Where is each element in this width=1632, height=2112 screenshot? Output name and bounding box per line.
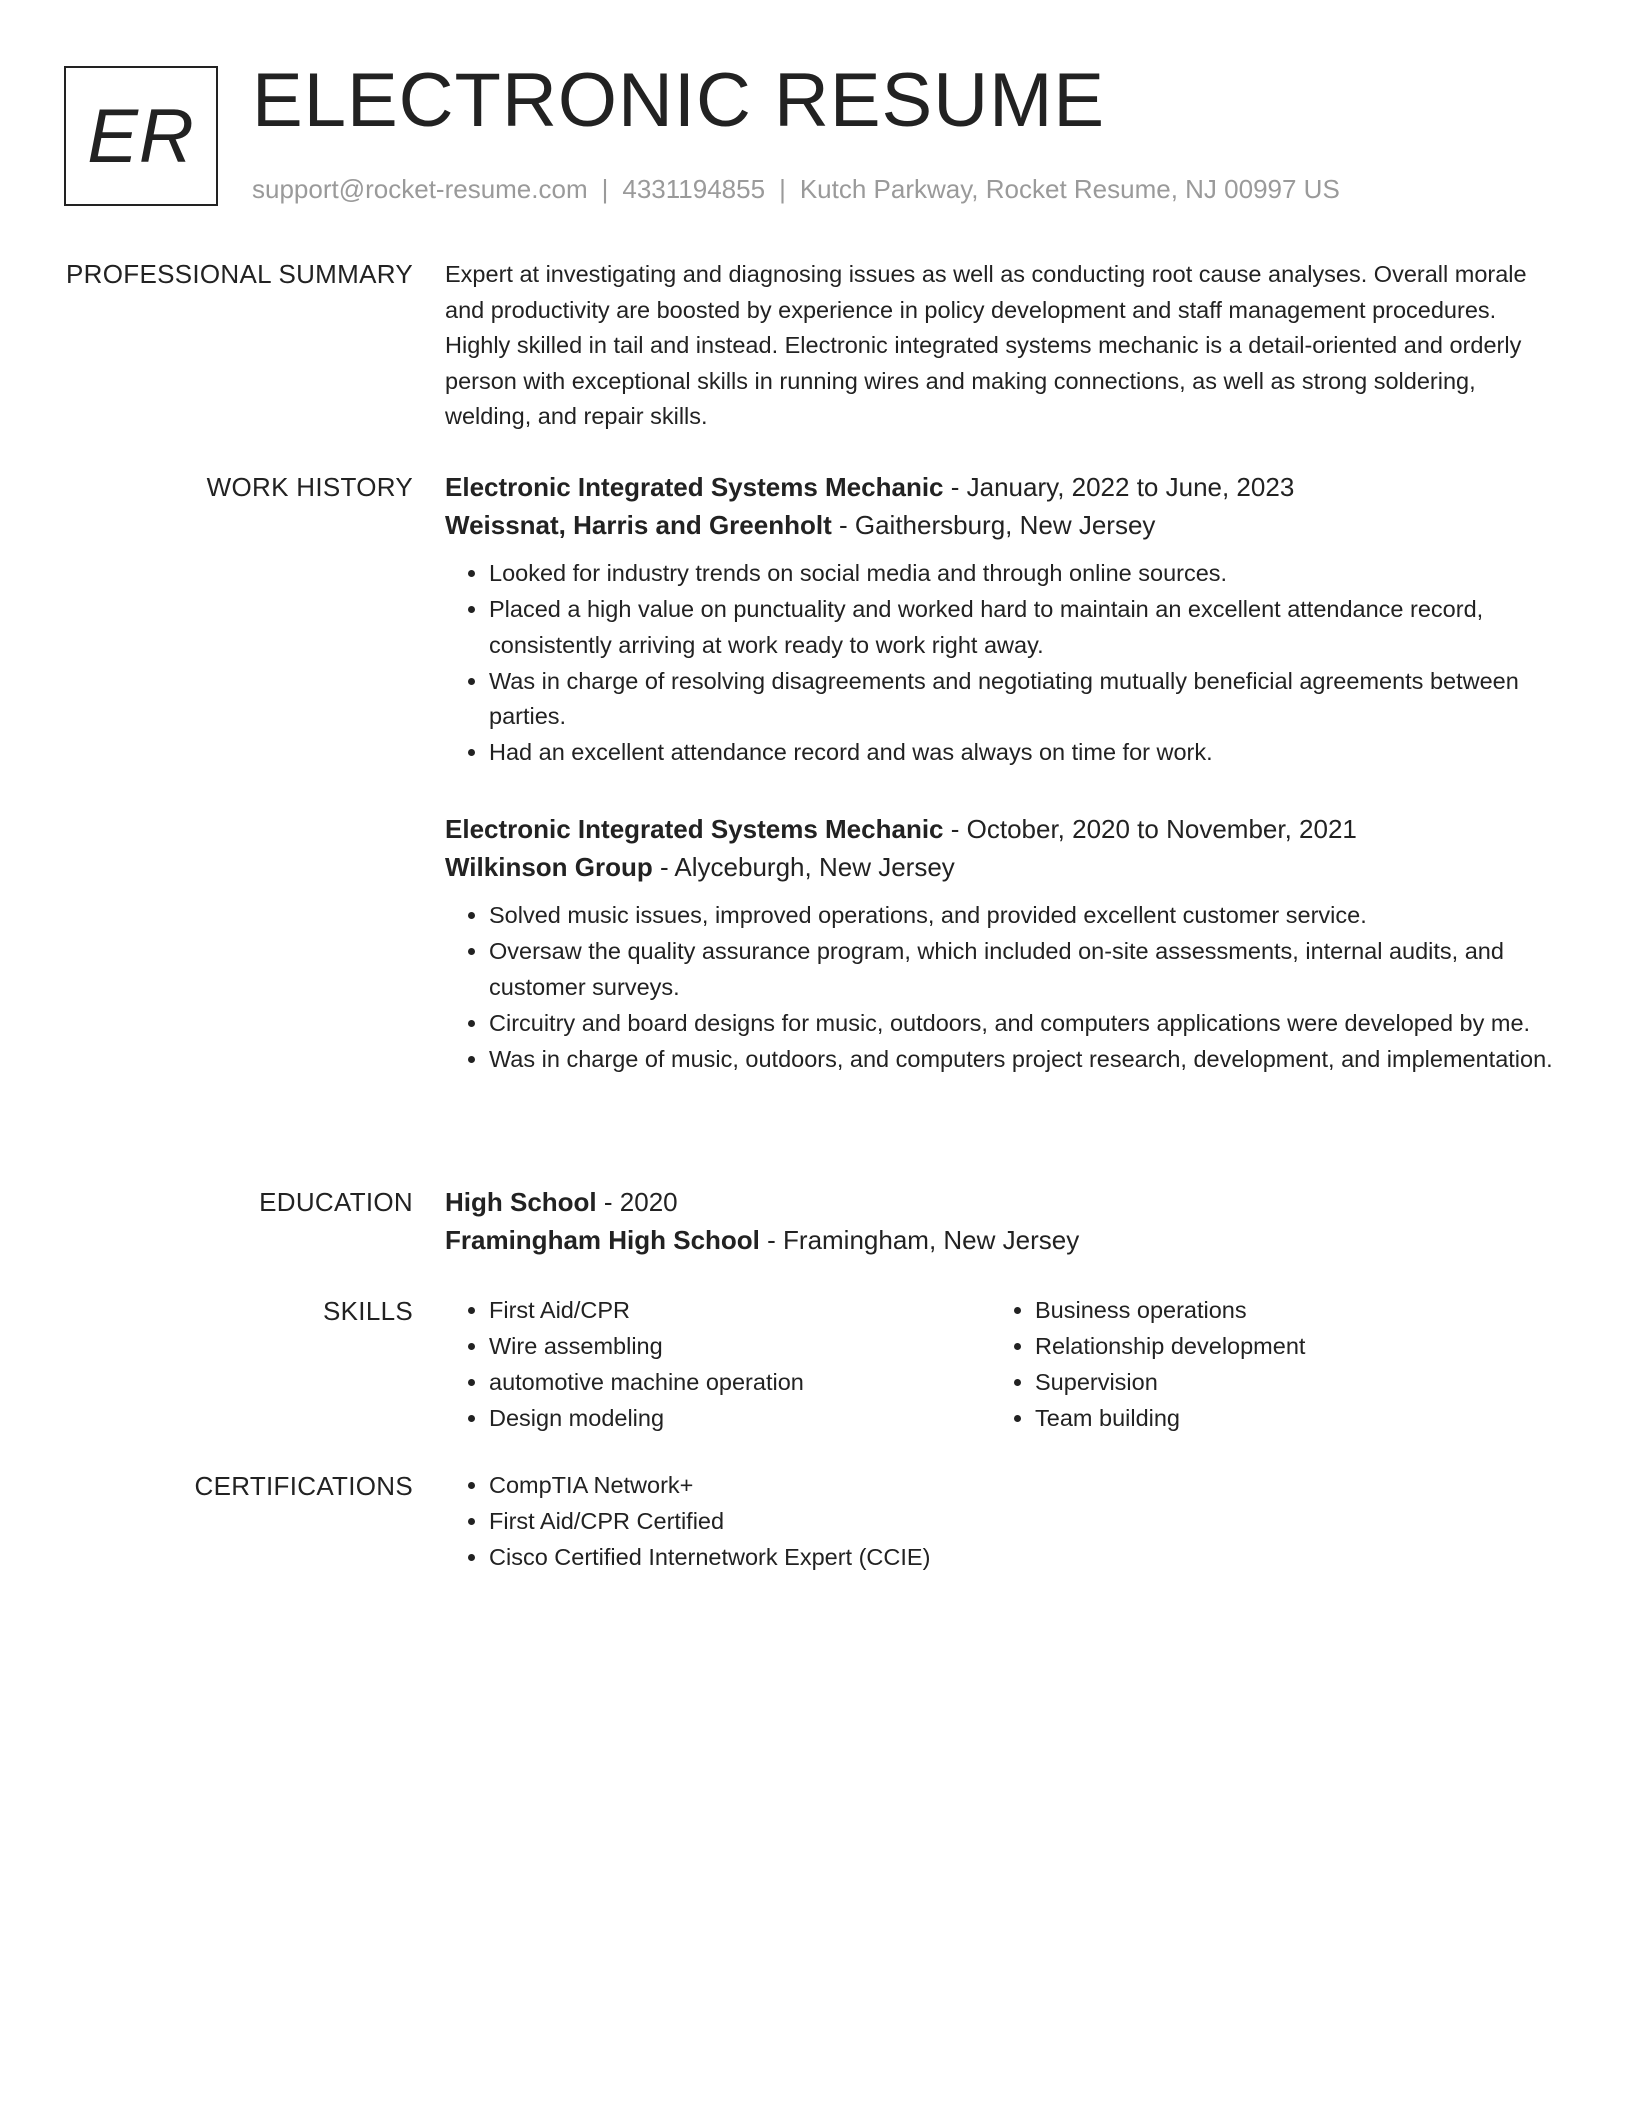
list-item: • Placed a high value on punctuality and worked hard to maintain an excellent attendance record, consistently arriving at work ready to work right away. [489,592,1557,663]
contact-line [252,172,1340,206]
job-bullets [445,898,1557,1077]
section-label: EDUCATION [259,1187,413,1217]
contact-separator: | [601,174,609,204]
list-item: • First Aid/CPR [489,1293,991,1329]
section-body [445,1468,1557,1576]
job-title-line [445,468,1557,506]
list-item: • Relationship development [1035,1329,1537,1365]
resume-name: ELECTRONIC RESUME [252,58,1106,143]
contact-phone: 4331194855 [622,174,766,204]
section-label: WORK HISTORY [206,472,413,502]
section-label: CERTIFICATIONS [194,1471,413,1501]
education-school: Framingham High School [445,1225,760,1255]
job-title-line [445,810,1557,848]
list-item: • Wire assembling [489,1329,991,1365]
job-title: Electronic Integrated Systems Mechanic [445,814,944,844]
section-body [445,1293,1557,1437]
contact-email: support@rocket-resume.com [252,174,588,204]
list-item: • Team building [1035,1401,1537,1437]
job-company-line [445,506,1557,544]
monogram-box [64,66,218,206]
section-body [445,257,1557,435]
section-body [445,1183,1557,1259]
list-item: • Looked for industry trends on social media and through online sources. [489,556,1557,592]
job-company-line [445,848,1557,886]
section-label: PROFESSIONAL SUMMARY [66,259,413,289]
list-item: • Was in charge of music, outdoors, and computers project research, development, and implementation. [489,1042,1557,1078]
job-location: - Gaithersburg, New Jersey [831,510,1156,540]
monogram-initials: ER [87,93,195,179]
list-item: • Had an excellent attendance record and was always on time for work. [489,735,1557,771]
job-bullets [445,556,1557,771]
job-location: - Alyceburgh, New Jersey [652,852,955,882]
job-company: Wilkinson Group [445,852,653,882]
summary-text: Expert at investigating and diagnosing issues as well as conducting root cause analyses. Overall morale and productivity are boosted by experience in policy development and staff management procedures. Highly skilled in tail and instead. Electronic integrated systems mechanic is a detail-oriented and orderly person with exceptional skills in running wires and making connections, as well as strong soldering, welding, and repair skills. [445,261,1527,430]
list-item: • Supervision [1035,1365,1537,1401]
education-degree-line [445,1183,1557,1221]
list-item: • Business operations [1035,1293,1537,1329]
list-item: • Cisco Certified Internetwork Expert (CCIE) [489,1540,1557,1576]
skills-columns [445,1293,1557,1437]
list-item: • Was in charge of resolving disagreements and negotiating mutually beneficial agreements between parties. [489,664,1557,735]
section-label: SKILLS [323,1296,413,1326]
education-school-line [445,1221,1557,1259]
education-year: - 2020 [596,1187,678,1217]
job-title: Electronic Integrated Systems Mechanic [445,472,944,502]
list-item: • automotive machine operation [489,1365,991,1401]
education-location: - Framingham, New Jersey [759,1225,1080,1255]
list-item: • Solved music issues, improved operations, and provided excellent customer service. [489,898,1557,934]
list-item: • CompTIA Network+ [489,1468,1557,1504]
list-item: • First Aid/CPR Certified [489,1504,1557,1540]
contact-separator: | [779,174,786,204]
list-item: • Design modeling [489,1401,991,1437]
list-item: • Circuitry and board designs for music, outdoors, and computers applications were developed by me. [489,1006,1557,1042]
job-entry [445,810,1557,1078]
education-degree: High School [445,1187,597,1217]
contact-address: Kutch Parkway, Rocket Resume, NJ 00997 US [799,174,1340,204]
job-company: Weissnat, Harris and Greenholt [445,510,832,540]
job-dates: - October, 2020 to November, 2021 [943,814,1357,844]
skills-list-left [445,1293,991,1437]
skills-list-right [991,1293,1537,1437]
list-item: • Oversaw the quality assurance program, which included on-site assessments, internal audits, and customer surveys. [489,934,1557,1005]
certifications-list [445,1468,1557,1576]
job-entry [445,468,1557,771]
job-dates: - January, 2022 to June, 2023 [943,472,1295,502]
